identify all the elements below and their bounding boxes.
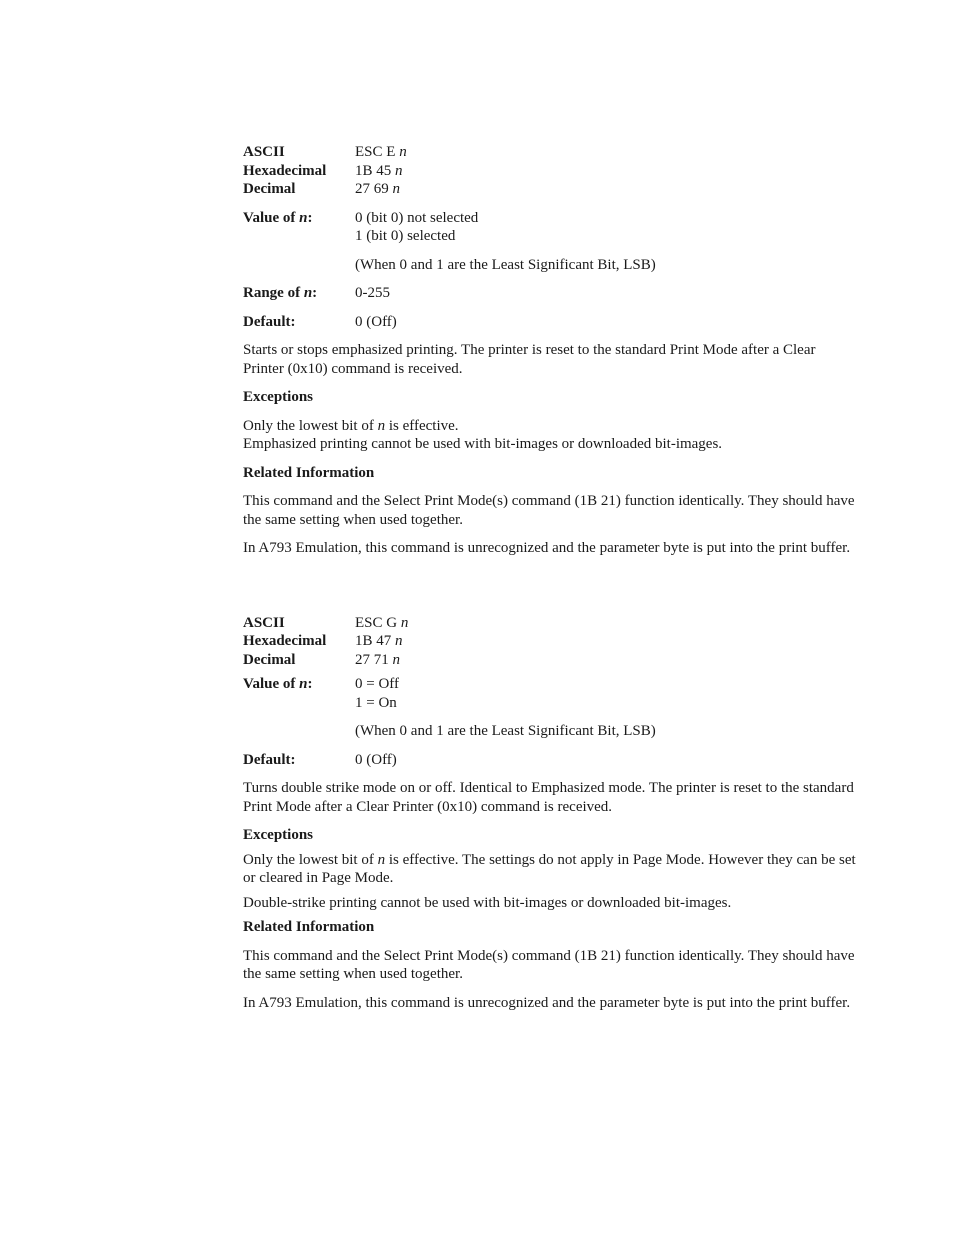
default-value: 0 (Off) xyxy=(355,751,397,768)
exception-text: Emphasized printing cannot be used with bit-images or downloaded bit-images. xyxy=(243,436,723,452)
value-of-n-label: Value of n: xyxy=(243,676,313,692)
decimal-label: Decimal xyxy=(243,651,296,668)
default-label: Default: xyxy=(243,751,296,768)
range-label: Range of n: xyxy=(243,285,318,301)
hex-row xyxy=(243,632,858,651)
n-param: n xyxy=(399,144,407,160)
related-heading: Related Information xyxy=(243,464,375,481)
default-label: Default: xyxy=(243,313,296,330)
value-line: 0 = Off xyxy=(355,676,400,692)
n-param: n xyxy=(392,651,400,668)
n-param: n xyxy=(395,633,403,649)
hex-value: 1B 47 xyxy=(355,633,392,649)
range-row xyxy=(243,284,858,303)
ascii-value: ESC G xyxy=(355,614,398,631)
document-page xyxy=(243,143,858,1012)
hex-label: Hexadecimal xyxy=(243,633,327,649)
hex-row xyxy=(243,162,858,181)
exception-text: Only the lowest bit of n is effective. The settings do not apply in Page Mode. However they can be set or cleared in Page Mode. xyxy=(243,851,856,886)
command-section-esc-g xyxy=(243,614,858,1013)
related-paragraph: In A793 Emulation, this command is unrecognized and the parameter byte is put into the print buffer. xyxy=(243,994,851,1011)
related-paragraph: This command and the Select Print Mode(s) command (1B 21) function identically. They should have the same setting when used together. xyxy=(243,493,855,528)
hex-label: Hexadecimal xyxy=(243,162,327,179)
n-param: n xyxy=(392,181,400,197)
related-paragraph: This command and the Select Print Mode(s) command (1B 21) function identically. They should have the same setting when used together. xyxy=(243,947,855,982)
default-row xyxy=(243,313,858,332)
lsb-note: (When 0 and 1 are the Least Significant Bit, LSB) xyxy=(355,256,656,273)
value-line: 1 = On xyxy=(355,694,397,711)
range-value: 0-255 xyxy=(355,285,390,301)
description: Turns double strike mode on or off. Identical to Emphasized mode. The printer is reset to the standard Print Mode after a Clear Printer (0x10) command is received. xyxy=(243,780,854,815)
command-section-esc-e xyxy=(243,143,858,558)
value-of-n-row xyxy=(243,209,858,246)
ascii-value: ESC E xyxy=(355,144,396,160)
lsb-note: (When 0 and 1 are the Least Significant Bit, LSB) xyxy=(355,723,656,739)
related-heading: Related Information xyxy=(243,919,375,935)
ascii-label: ASCII xyxy=(243,144,285,160)
value-of-n-row xyxy=(243,675,858,712)
exception-text: Only the lowest bit of n is effective. xyxy=(243,417,459,434)
hex-value: 1B 45 xyxy=(355,162,392,179)
n-param: n xyxy=(395,162,403,179)
related-paragraph: In A793 Emulation, this command is unrecognized and the parameter byte is put into the print buffer. xyxy=(243,540,851,556)
exception-text: Double-strike printing cannot be used with bit-images or downloaded bit-images. xyxy=(243,894,732,911)
ascii-label: ASCII xyxy=(243,614,285,631)
description: Starts or stops emphasized printing. The printer is reset to the standard Print Mode after a Clear Printer (0x10) command is received. xyxy=(243,342,816,377)
decimal-label: Decimal xyxy=(243,181,296,197)
default-value: 0 (Off) xyxy=(355,313,397,330)
decimal-row xyxy=(243,180,858,199)
value-of-n-label: Value of n: xyxy=(243,209,313,226)
exceptions-heading: Exceptions xyxy=(243,389,314,405)
value-line: 1 (bit 0) selected xyxy=(355,228,456,244)
ascii-row xyxy=(243,143,858,162)
exceptions-heading: Exceptions xyxy=(243,827,314,843)
ascii-row xyxy=(243,614,858,633)
decimal-value: 27 69 xyxy=(355,181,389,197)
value-line: 0 (bit 0) not selected xyxy=(355,209,479,226)
default-row xyxy=(243,751,858,770)
n-param: n xyxy=(400,614,409,631)
decimal-value: 27 71 xyxy=(355,651,389,668)
decimal-row xyxy=(243,651,858,670)
